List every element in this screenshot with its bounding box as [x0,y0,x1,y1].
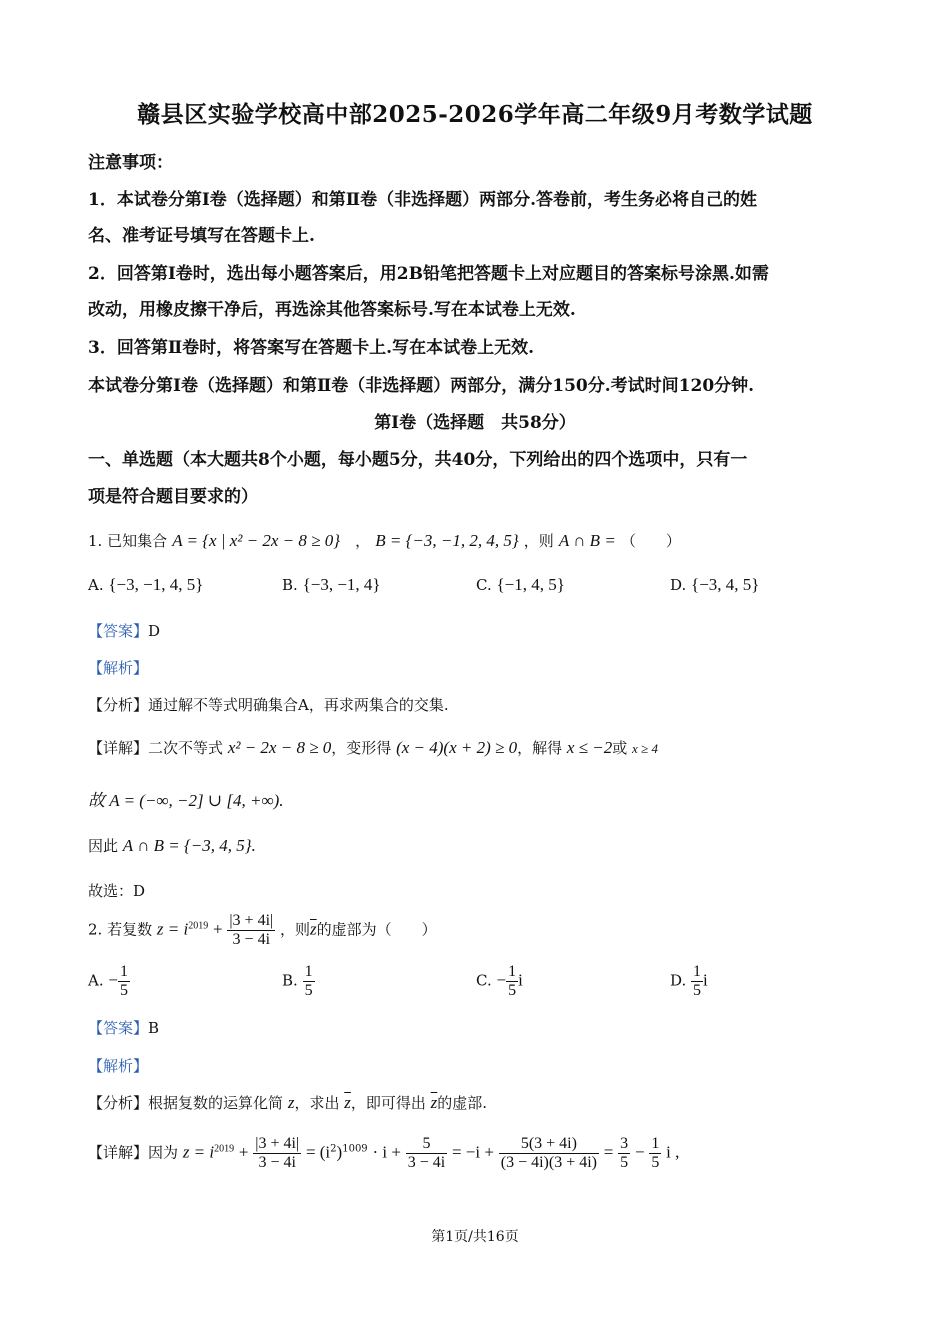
q1-expr: A ∩ B = [558,531,616,550]
notice-item-3: 3．回答第Ⅱ卷时，将答案写在答题卡上.写在本试卷上无效. [88,338,534,358]
q2-fenxi: 【分析】根据复数的运算化简 z，求出 $\overline{z}$，即可得出 $\overline{z}$的虚部. [88,1093,488,1112]
notice-item-1-cont: 名、准考证号填写在答题卡上. [88,226,315,246]
q1-set-b: B = {−3, −1, 2, 4, 5} [375,531,519,550]
part1-heading: 一、单选题（本大题共8个小题，每小题5分，共40分，下列给出的四个选项中，只有一 [88,450,748,470]
q1-prefix: 1. 已知集合 [88,532,168,550]
q1-ask: ，则 [523,532,554,550]
q1-option-c: C. {−1, 4, 5} [476,575,565,594]
q2-option-d: D. $\frac{1}{5}$ i [670,963,708,999]
q1-answer: 【答案】D [88,622,161,640]
q1-paren: （ ） [620,532,681,550]
notice-heading: 注意事项： [88,153,173,173]
question-1: 1. 已知集合 A = {x | x² − 2x − 8 ≥ 0} ， B = {−3, −1, 2, 4, 5} ，则 A ∩ B = （ ） [88,531,681,550]
q1-option-b: B. {−3, −1, 4} [282,575,381,594]
q1-set-a: A = {x | x² − 2x − 8 ≥ 0} [172,531,341,550]
q2-answer: 【答案】B [88,1019,160,1037]
notice-summary: 本试卷分第Ⅰ卷（选择题）和第Ⅱ卷（非选择题）两部分，满分150分.考试时间120分钟. [88,376,755,396]
q2-option-b: B. $\frac{1}{5}$ [282,963,313,999]
q1-fenxi: 【分析】通过解不等式明确集合A，再求两集合的交集. [88,696,449,714]
q2-option-a: A. − $\frac{1}{5}$ [88,963,128,999]
section-heading: 第Ⅰ卷（选择题 共58分） [374,413,576,433]
q1-analysis-tag: 【解析】 [88,659,149,677]
q1-option-d: D. {−3, 4, 5} [670,575,760,594]
q2-detail: 【详解】因为 $z = i^{2019}$ + $\frac{|3 + 4i|}{3 - 4i}$ = $(i^2)^{1009} \cdot i$ + $\frac{5}{3 - 4i}$ = −i + $\frac{5(3 + 4i)}{(3 - 4i)(3 + 4i)}$ = $\frac{3}{5}$ − $\frac{1}{5}$ i , [88,1135,680,1171]
notice-item-2: 2．回答第Ⅰ卷时，选出每小题答案后，用2B铅笔把答题卡上对应题目的答案标号涂黑.如需 [88,264,769,284]
q1-choice: 故选：D [88,882,146,900]
part1-heading-cont: 项是符合题目要求的） [88,487,258,507]
q2-analysis-tag: 【解析】 [88,1057,149,1075]
question-2: 2. 若复数 $z = i^{2019}$ + $\frac{|3 + 4i|}{3 - 4i}$ ，则$\overline{z}$的虚部为（ ） [88,912,437,948]
page-footer: 第1页/共16页 [431,1229,519,1245]
q1-option-a: A. {−3, −1, 4, 5} [88,575,204,594]
notice-item-2-cont: 改动，用橡皮擦干净后，再选涂其他答案标号.写在本试卷上无效. [88,300,576,320]
q2-option-c: C. − $\frac{1}{5}$ i [476,963,523,999]
page-title: 赣县区实验学校高中部2025-2026学年高二年级9月考数学试题 [137,101,813,128]
q1-detail-step3: 因此 A ∩ B = {−3, 4, 5}. [88,836,256,855]
notice-item-1: 1．本试卷分第Ⅰ卷（选择题）和第Ⅱ卷（非选择题）两部分.答卷前，考生务必将自己的姓 [88,190,758,210]
q1-detail-step2: 故 A = (−∞, −2] ∪ [4, +∞). [88,791,284,810]
q1-detail-step1: 【详解】二次不等式 x² − 2x − 8 ≥ 0，变形得 (x − 4)(x + 2) ≥ 0，解得 x ≤ −2或 x ≥ 4 [88,738,658,757]
